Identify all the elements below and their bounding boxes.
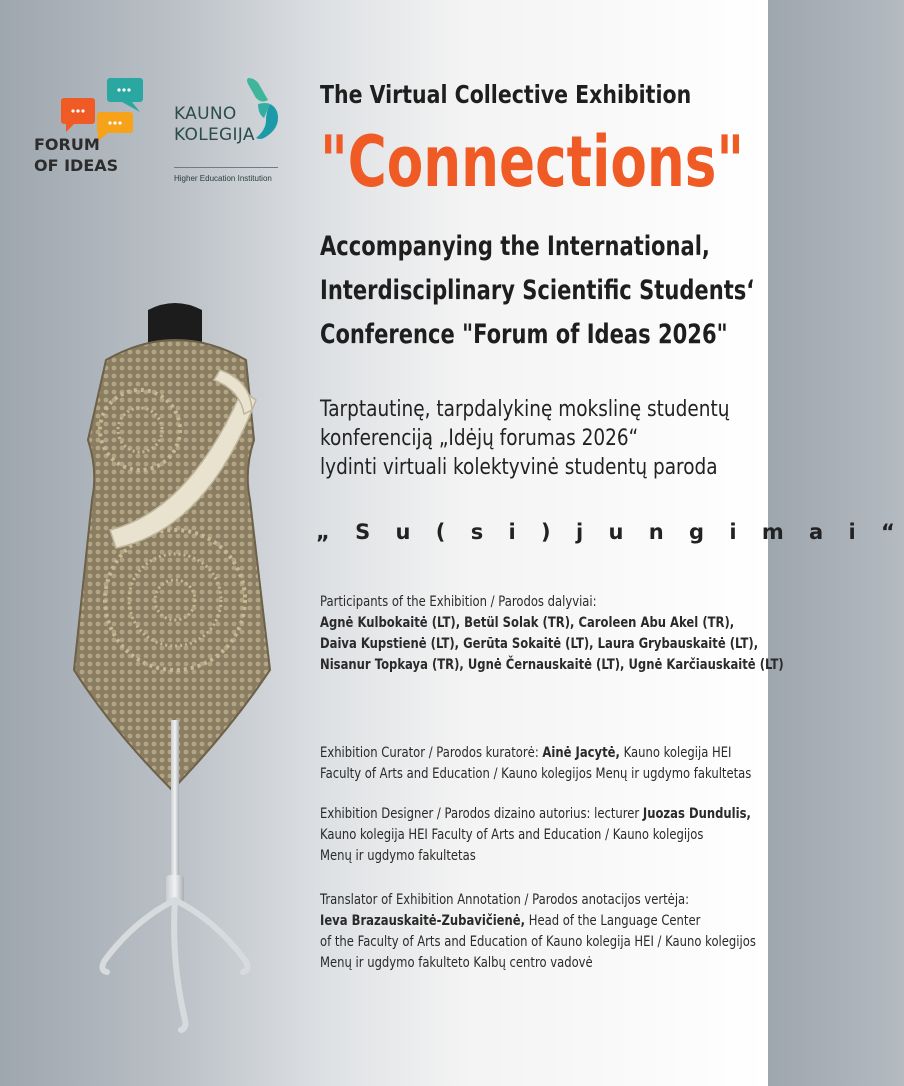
kauno-logo-divider	[174, 167, 278, 168]
kauno-kolegija-logo	[174, 80, 300, 186]
crocheted-dress-mannequin-image	[70, 300, 280, 1040]
speech-bubbles-icon	[30, 76, 150, 136]
designer-name: Juozas Dundulis,	[642, 806, 751, 822]
subtitle-line: Conference "Forum of Ideas 2026"	[320, 319, 728, 350]
designer-faculty: Kauno kolegija HEI Faculty of Arts and Education / Kauno kolegijos	[320, 827, 704, 843]
kauno-kolegija-wordmark	[174, 104, 255, 146]
exhibition-main-title: "Connections"	[320, 121, 745, 203]
translator-role: Head of the Language Center	[525, 913, 701, 929]
lithuanian-line: konferenciją „Idėjų forumas 2026“	[320, 426, 639, 451]
designer-label: Exhibition Designer / Parodos dizaino autorius: lecturer	[320, 806, 643, 822]
participants-line: Nisanur Topkaya (TR), Ugnė Černauskaitė (LT), Ugnė Karčiauskaitė (LT)	[320, 657, 784, 673]
kauno-logo-line1: KAUNO	[174, 104, 237, 124]
curator-label: Exhibition Curator / Parodos kuratorė:	[320, 745, 543, 761]
lithuanian-exhibition-title: „ S u ( s i ) j u n g i m a i “	[316, 520, 904, 544]
forum-logo-line2: OF IDEAS	[34, 156, 119, 175]
kauno-logo-subtitle: Higher Education Institution	[174, 174, 272, 183]
subtitle-line: Interdisciplinary Scientific Students‘	[320, 275, 755, 306]
forum-logo-line1: FORUM	[34, 135, 100, 154]
translator-name: Ieva Brazauskaitė-Zubavičienė,	[320, 913, 526, 929]
translator-section	[320, 890, 756, 974]
participants-label: Participants of the Exhibition / Parodos dalyviai:	[320, 594, 597, 610]
participants-line: Daiva Kupstienė (LT), Gerūta Sokaitė (LT), Laura Grybauskaitė (LT),	[320, 636, 759, 652]
participants-line: Agnė Kulbokaitė (LT), Betül Solak (TR), Caroleen Abu Akel (TR),	[320, 615, 735, 631]
curator-section	[320, 743, 751, 785]
subtitle-line: Accompanying the International,	[320, 231, 710, 262]
curator-faculty: Faculty of Arts and Education / Kauno kolegijos Menų ir ugdymo fakultetas	[320, 766, 752, 782]
lithuanian-description	[320, 395, 729, 482]
forum-of-ideas-logo	[30, 76, 150, 186]
designer-faculty-lt: Menų ir ugdymo fakultetas	[320, 848, 476, 864]
designer-section	[320, 804, 751, 867]
participants-section	[320, 592, 784, 676]
curator-institution: Kauno kolegija HEI	[619, 745, 732, 761]
logo-group	[30, 76, 300, 186]
translator-faculty: of the Faculty of Arts and Education of Kauno kolegija HEI / Kauno kolegijos	[320, 934, 756, 950]
lithuanian-line: Tarptautinę, tarpdalykinę mokslinę studentų	[320, 397, 730, 422]
kauno-logo-line2: KOLEGIJA	[174, 125, 255, 145]
conference-subtitle	[320, 225, 754, 357]
lithuanian-line: lydinti virtuali kolektyvinė studentų paroda	[320, 455, 718, 480]
exhibition-type-title: The Virtual Collective Exhibition	[320, 80, 692, 109]
translator-label: Translator of Exhibition Annotation / Parodos anotacijos vertėja:	[320, 892, 690, 908]
forum-logo-text	[34, 134, 144, 176]
curator-name: Ainė Jacytė,	[542, 745, 620, 761]
translator-faculty-lt: Menų ir ugdymo fakulteto Kalbų centro vadovė	[320, 955, 593, 971]
